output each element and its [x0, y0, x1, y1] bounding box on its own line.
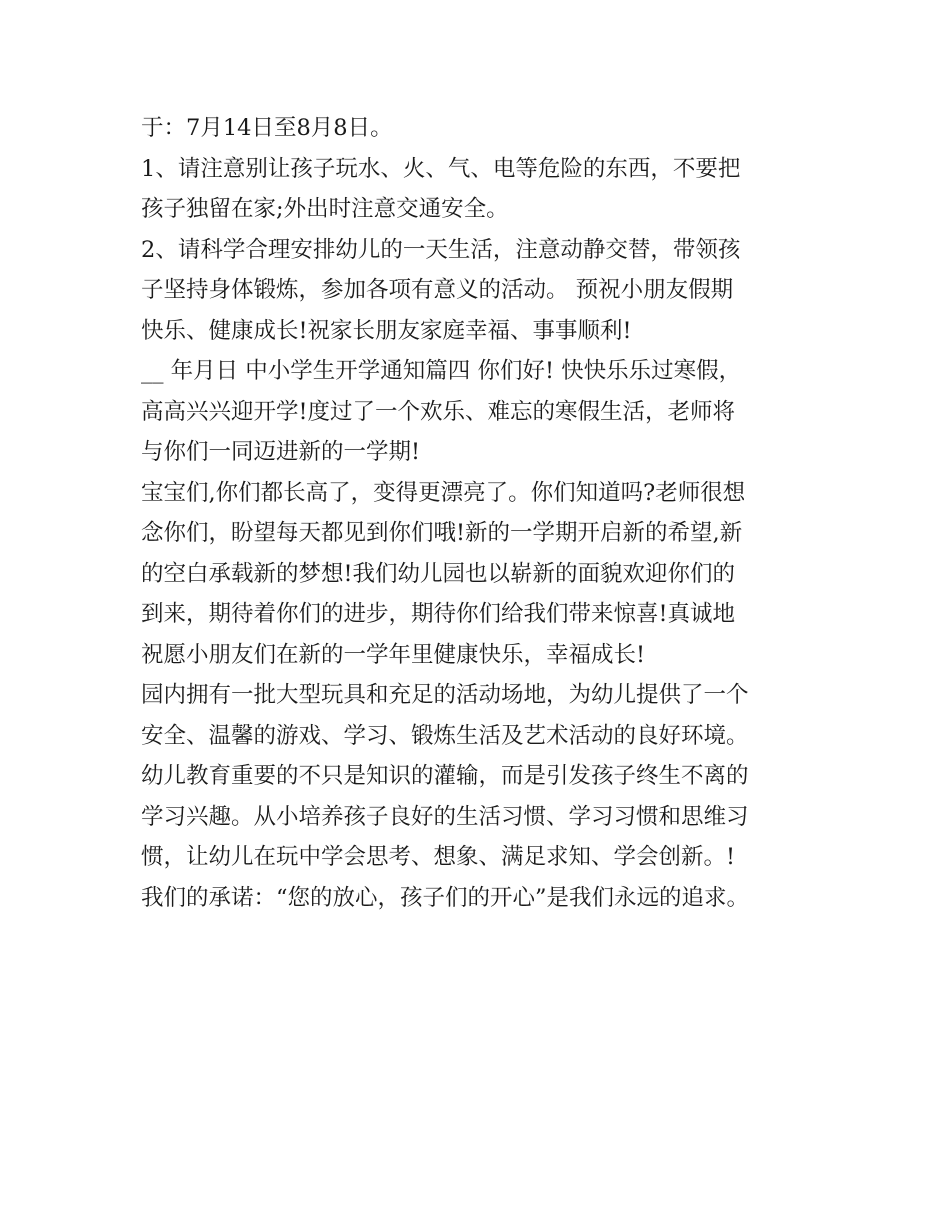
text-line: 宝宝们,你们都长高了，变得更漂亮了。你们知道吗?老师很想	[141, 479, 746, 506]
text-line: 念你们，盼望每天都见到你们哦!新的一学期开启新的希望,新	[141, 520, 743, 546]
text-line: 孩子独留在家;外出时注意交通安全。	[141, 196, 509, 222]
text-line: 园内拥有一批大型玩具和充足的活动场地，为幼儿提供了一个	[141, 682, 749, 708]
text-line: 于：7月14日至8月8日。	[141, 115, 393, 141]
document-body	[141, 108, 821, 918]
text-line: 快乐、健康成长!祝家长朋友家庭幸福、事事顺利!	[141, 317, 632, 344]
text-line: 1、请注意别让孩子玩水、火、气、电等危险的东西，不要把	[141, 155, 741, 182]
text-line: 与你们一同迈进新的一学期!	[141, 439, 421, 465]
text-line: 到来，期待着你们的进步，期待你们给我们带来惊喜!真诚地	[141, 601, 736, 627]
text-line: 学习兴趣。从小培养孩子良好的生活习惯、学习习惯和思维习	[141, 803, 749, 830]
text-line: 的空白承载新的梦想!我们幼儿园也以崭新的面貌欢迎你们的	[141, 560, 736, 587]
text-line: 子坚持身体锻炼，参加各项有意义的活动。 预祝小朋友假期	[141, 277, 734, 303]
text-line: 惯，让幼儿在玩中学会思考、想象、满足求知、学会创新。!	[141, 844, 736, 870]
text-line: 高高兴兴迎开学!度过了一个欢乐、难忘的寒假生活，老师将	[141, 398, 736, 425]
text-line: 祝愿小朋友们在新的一学年里健康快乐，幸福成长!	[141, 641, 646, 668]
text-line: 我们的承诺：“您的放心，孩子们的开心”是我们永远的追求。	[141, 884, 750, 911]
text-line: 安全、温馨的游戏、学习、锻炼生活及艺术活动的良好环境。	[141, 722, 749, 749]
text-line: 2、请科学合理安排幼儿的一天生活，注意动静交替，带领孩	[141, 236, 741, 263]
text-line: __ 年月日 中小学生开学通知篇四 你们好! 快快乐乐过寒假，	[141, 358, 742, 384]
text-line: 幼儿教育重要的不只是知识的灌输，而是引发孩子终生不离的	[141, 763, 749, 789]
